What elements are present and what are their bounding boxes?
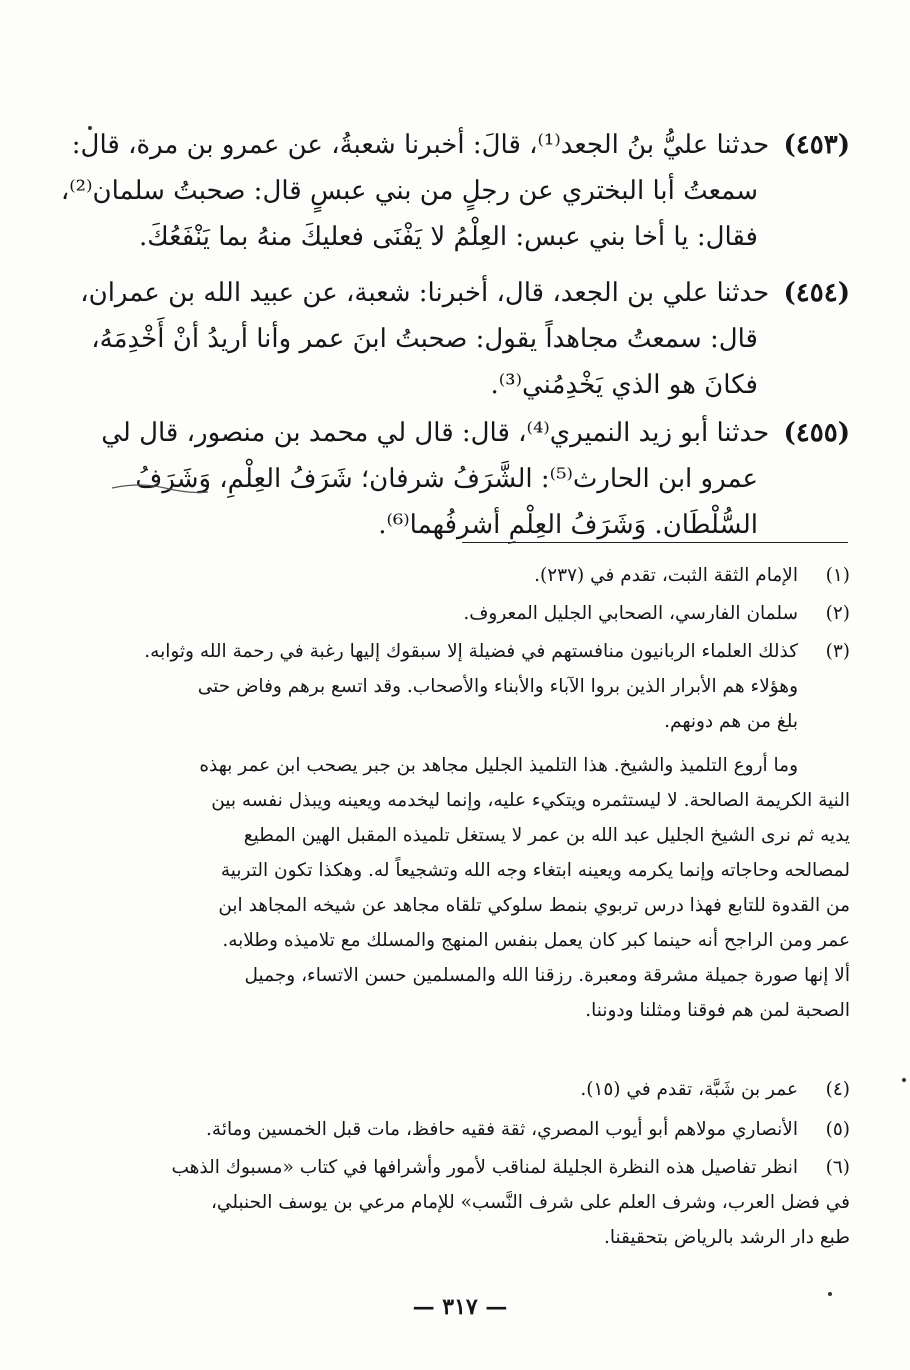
footnote-3-continued: وما أروع التلميذ والشيخ. هذا التلميذ الجليل مجاهد بن جبر يصحب ابن عمر بهذه النية الكريمة الصالحة. لا ليستثمره ويتكيء عليه، وإنما ليخدمه ويعينه ويبذل نفسه بين يديه ثم نرى الشيخ الجليل عبد الله بن عمر لا يستغل تلميذه المقبل الهين المطيع لمصالحه وحاجاته وإنما يكرمه ويعينه ابتغاء وجه الله وتشجيعاً له. وهكذا تكون التربية من القدوة للتابع فهذا درس تربوي بنمط سلوكي تلقاه مجاهد عن شيخه المجاهد ابن عمر ومن الراجح أنه حينما كبر كان يعمل بنفس المنهج والمسلك مع تلاميذه وطلابه. ألا إنها صورة جميلة مشرقة ومعبرة. رزقنا الله والمسلمين حسن الاتساء، وجميل الصحبة لمن هم فوقنا ومثلنا ودوننا.	[199, 755, 850, 1021]
footnote-number: (٢)	[825, 603, 850, 624]
hadith-line: سمعتُ أبا البختري عن رجلٍ من بني عبسٍ قال: صحبتُ سلمان⁽²⁾،	[60, 176, 758, 206]
hadith-number: (٤٥٣)	[783, 130, 850, 160]
hadith-number: (٤٥٥)	[783, 418, 850, 448]
page-number: — ٣١٧ —	[412, 1294, 508, 1320]
footnote-number: (٤)	[825, 1079, 850, 1100]
footnote-2: (٢)سلمان الفارسي، الصحابي الجليل المعروف.	[100, 596, 850, 631]
hadith-455	[101, 410, 850, 548]
hadith-line: (٤٥٣) حدثنا عليُّ بنُ الجعد⁽¹⁾، قالَ: أخبرنا شعبةُ، عن عمرو بن مرة، قال:	[71, 130, 850, 160]
hadith-line: عمرو ابن الحارث⁽⁵⁾: الشَّرَفُ شرفان؛ شَرَفُ العِلْمِ، وَشَرَفُ	[135, 464, 758, 494]
margin-squiggle	[110, 478, 210, 500]
hadith-454	[80, 270, 850, 408]
hadith-line: فقال: يا أخا بني عبس: العِلْمُ لا يَفْنَى فعليكَ منهُ بما يَنْفَعُكَ.	[139, 222, 758, 252]
hadith-number: (٤٥٤)	[783, 278, 850, 308]
hadith-line: (٤٥٥) حدثنا أبو زيد النميري⁽⁴⁾، قال: قال لي محمد بن منصور، قال لي	[101, 418, 850, 448]
hadith-line: (٤٥٤) حدثنا علي بن الجعد، قال، أخبرنا: شعبة، عن عبيد الله بن عمران،	[80, 278, 850, 308]
footnote-4: (٤)عمر بن شَبَّة، تقدم في (١٥).	[100, 1072, 850, 1107]
footnote-divider	[462, 542, 848, 543]
speck	[828, 1292, 832, 1296]
hadith-line: السُّلْطَان. وَشَرَفُ العِلْمِ أشرفُهما⁽⁶⁾.	[378, 510, 758, 540]
footnote-1: (١)الإمام الثقة الثبت، تقدم في (٢٣٧).	[100, 558, 850, 593]
footnote-5: (٥)الأنصاري مولاهم أبو أيوب المصري، ثقة فقيه حافظ، مات قبل الخمسين ومائة.	[100, 1112, 850, 1147]
hadith-line: قال: سمعتُ مجاهداً يقول: صحبتُ ابنَ عمر وأنا أريدُ أنْ أَخْدِمَهُ،	[91, 324, 758, 354]
footnote-number: (٦)	[825, 1157, 850, 1178]
footnote-6: (٦)انظر تفاصيل هذه النظرة الجليلة لمناقب لأمور وأشرافها في كتاب «مسبوك الذهب في فضل العرب، وشرف العلم على شرف النَّسب» للإمام مرعي بن يوسف الحنبلي، طبع دار الرشد بالرياض بتحقيقنا.	[100, 1150, 850, 1255]
footnote-3: (٣)كذلك العلماء الربانيون منافستهم في فضيلة إلا سبقوك إليها رغبة في رحمة الله وثوابه. وهؤلاء هم الأبرار الذين بروا الآباء والأبناء والأصحاب. وقد اتسع برهم وفاض حتى بلغ من هم دونهم.	[100, 634, 850, 739]
speck	[88, 126, 92, 130]
speck	[902, 1078, 906, 1082]
footnote-number: (٥)	[825, 1119, 850, 1140]
footnote-number: (٣)	[825, 641, 850, 662]
hadith-line: فكانَ هو الذي يَخْدِمُني⁽³⁾.	[490, 370, 758, 400]
hadith-453	[60, 122, 850, 260]
footnote-number: (١)	[825, 565, 850, 586]
